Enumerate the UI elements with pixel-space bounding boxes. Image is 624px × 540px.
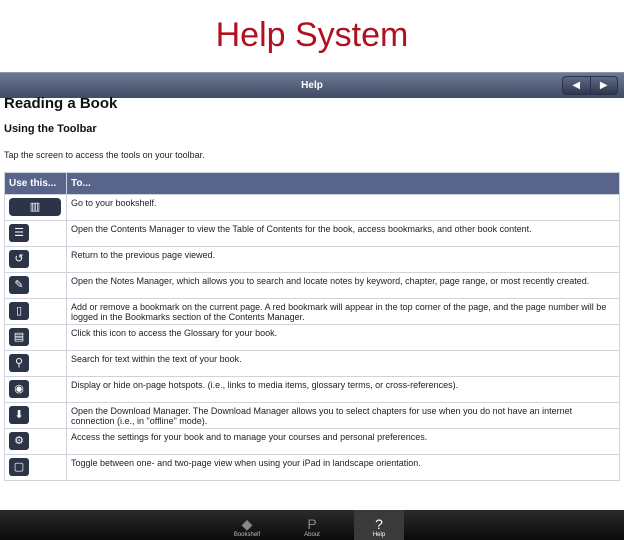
description-cell: Access the settings for your book and to manage your courses and personal preferences. xyxy=(67,429,620,455)
tab-bookshelf[interactable] xyxy=(222,510,272,540)
table-header-row xyxy=(5,173,620,195)
icon-cell xyxy=(5,351,67,377)
table-row xyxy=(5,195,620,221)
column-header-use: Use this... xyxy=(5,173,67,195)
hotspots-eye-icon: ◉ xyxy=(9,380,29,398)
bookmark-icon: ▯ xyxy=(9,302,29,320)
icon-cell xyxy=(5,247,67,273)
tab-about[interactable] xyxy=(287,510,337,540)
table-row xyxy=(5,429,620,455)
table-row xyxy=(5,247,620,273)
icon-cell xyxy=(5,221,67,247)
description-cell: Go to your bookshelf. xyxy=(67,195,620,221)
table-row xyxy=(5,455,620,481)
description-cell: Click this icon to access the Glossary for your book. xyxy=(67,325,620,351)
description-cell: Open the Contents Manager to view the Table of Contents for the book, access bookmarks, and other book content. xyxy=(67,221,620,247)
about-tab-icon: P xyxy=(307,516,317,532)
help-tab-icon: ? xyxy=(375,516,383,532)
table-row xyxy=(5,273,620,299)
description-cell: Open the Download Manager. The Download Manager allows you to select chapters for use when you do not have an internet connection (i.e., in "offline" mode). xyxy=(67,403,620,429)
tab-label: About xyxy=(304,532,320,538)
tab-label: Bookshelf xyxy=(233,532,261,538)
tab-label: Help xyxy=(372,532,386,538)
bookshelf-tab-icon: ◆ xyxy=(241,516,253,532)
history-back-icon: ↺ xyxy=(9,250,29,268)
contents-list-icon: ☰ xyxy=(9,224,29,242)
toolbar-help-table xyxy=(4,172,620,481)
page-title: Help System xyxy=(215,16,409,54)
download-icon: ⬇ xyxy=(9,406,29,424)
bookshelf-icon: ▥ xyxy=(9,198,61,216)
description-cell: Add or remove a bookmark on the current page. A red bookmark will appear in the top corner of the page, and the page number will be logged in the Bookmarks section of the Contents Manager. xyxy=(67,299,620,325)
icon-cell xyxy=(5,403,67,429)
tab-bar xyxy=(0,510,624,540)
settings-gear-icon: ⚙ xyxy=(9,432,29,450)
icon-cell xyxy=(5,195,67,221)
icon-cell xyxy=(5,377,67,403)
section-subheading: Using the Toolbar xyxy=(4,123,97,135)
description-cell: Toggle between one- and two-page view when using your iPad in landscape orientation. xyxy=(67,455,620,481)
table-row xyxy=(5,403,620,429)
section-heading: Reading a Book xyxy=(4,95,118,112)
icon-cell xyxy=(5,429,67,455)
search-icon: ⚲ xyxy=(9,354,29,372)
column-header-to: To... xyxy=(67,173,620,195)
table-row xyxy=(5,325,620,351)
triangle-right-icon[interactable]: ▶ xyxy=(590,77,618,94)
help-content xyxy=(0,95,624,510)
glossary-book-icon: ▤ xyxy=(9,328,29,346)
icon-cell xyxy=(5,299,67,325)
page-view-icon: ▢ xyxy=(9,458,29,476)
triangle-left-icon[interactable]: ◀ xyxy=(572,80,581,91)
navbar-title: Help xyxy=(301,80,323,91)
icon-cell xyxy=(5,455,67,481)
intro-text: Tap the screen to access the tools on your toolbar. xyxy=(4,150,205,160)
tab-help[interactable] xyxy=(354,510,404,540)
table-row xyxy=(5,221,620,247)
description-cell: Return to the previous page viewed. xyxy=(67,247,620,273)
icon-cell xyxy=(5,325,67,351)
table-row xyxy=(5,377,620,403)
table-row xyxy=(5,299,620,325)
description-cell: Display or hide on-page hotspots. (i.e., links to media items, glossary terms, or cross-references). xyxy=(67,377,620,403)
icon-cell xyxy=(5,273,67,299)
description-cell: Search for text within the text of your book. xyxy=(67,351,620,377)
table-row xyxy=(5,351,620,377)
page-nav-control xyxy=(562,76,618,95)
description-cell: Open the Notes Manager, which allows you to search and locate notes by keyword, chapter, page range, or most recently created. xyxy=(67,273,620,299)
notes-pin-icon: ✎ xyxy=(9,276,29,294)
